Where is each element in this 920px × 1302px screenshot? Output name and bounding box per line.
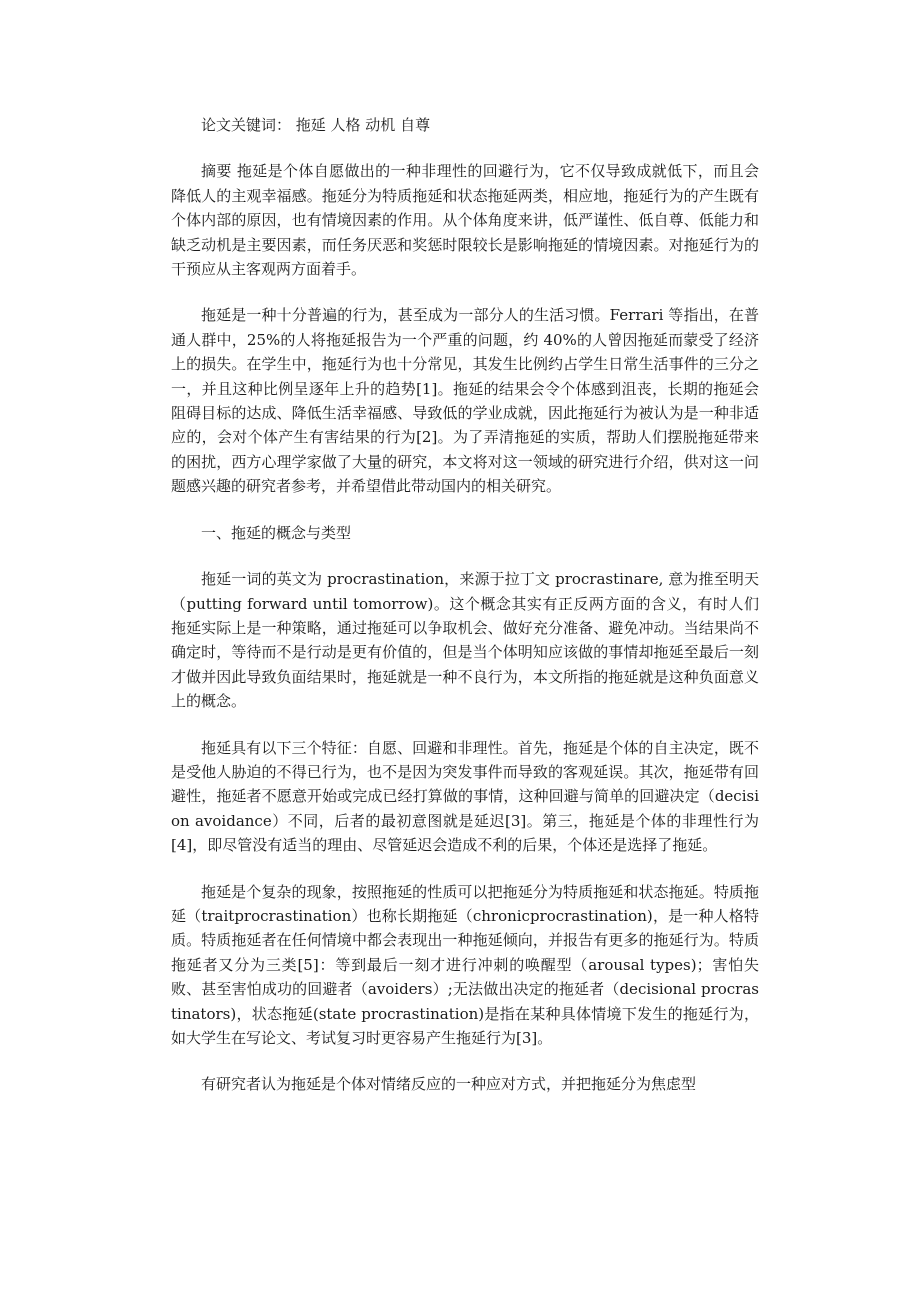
document-page — [171, 113, 759, 1119]
section-heading: 一、拖延的概念与类型 — [201, 523, 352, 542]
abstract-paragraph: 摘要 拖延是个体自愿做出的一种非理性的回避行为，它不仅导致成就低下，而且会降低人的主观幸福感。拖延分为特质拖延和状态拖延两类，相应地，拖延行为的产生既有个体内部的原因，也有情境因素的作用。从个体角度来讲，低严谨性、低自尊、低能力和缺乏动机是主要因素，而任务厌恶和奖惩时限较长是影响拖延的情境因素。对拖延行为的干预应从主客观两方面着手。 — [171, 162, 759, 279]
concept-paragraph: 拖延一词的英文为 procrastination，来源于拉丁文 procrastinare, 意为推至明天（putting forward until tomorrow)。这个概念其实有正反两方面的含义，有时人们拖延实际上是一种策略，通过拖延可以争取机会、做好充分准备、避免冲动。当结果尚不确定时，等待而不是行动是更有价值的，但是当个体明知应该做的事情却拖延至最后一刻才做并因此导致负面结果时，拖延就是一种不良行为，本文所指的拖延就是这种负面意义上的概念。 — [171, 570, 759, 711]
features-paragraph: 拖延具有以下三个特征：自愿、回避和非理性。首先，拖延是个体的自主决定，既不是受他人胁迫的不得已行为，也不是因为突发事件而导致的客观延误。其次，拖延带有回避性，拖延者不愿意开始或完成已经打算做的事情，这种回避与简单的回避决定（decision avoidance）不同，后者的最初意图就是延迟[3]。第三，拖延是个体的非理性行为[4]，即尽管没有适当的理由、尽管延迟会造成不利的后果，个体还是选择了拖延。 — [171, 738, 759, 855]
intro-paragraph: 拖延是一种十分普遍的行为，甚至成为一部分人的生活习惯。Ferrari 等指出，在普通人群中，25%的人将拖延报告为一个严重的问题，约 40%的人曾因拖延而蒙受了经济上的损失。在学生中，拖延行为也十分常见，其发生比例约占学生日常生活事件的三分之一，并且这种比例呈逐年上升的趋势[1]。拖延的结果会令个体感到沮丧，长期的拖延会阻碍目标的达成、降低生活幸福感、导致低的学业成就，因此拖延行为被认为是一种非适应的，会对个体产生有害结果的行为[2]。为了弄清拖延的实质，帮助人们摆脱拖延带来的困扰，西方心理学家做了大量的研究，本文将对这一领域的研究进行介绍，供对这一问题感兴趣的研究者参考，并希望借此带动国内的相关研究。 — [171, 306, 759, 496]
keywords-line: 论文关键词： 拖延 人格 动机 自尊 — [201, 116, 431, 134]
emotion-paragraph: 有研究者认为拖延是个体对情绪反应的一种应对方式，并把拖延分为焦虑型 — [201, 1075, 697, 1094]
types-paragraph: 拖延是个复杂的现象，按照拖延的性质可以把拖延分为特质拖延和状态拖延。特质拖延（traitprocrastination）也称长期拖延（chronicprocrastination)，是一种人格特质。特质拖延者在任何情境中都会表现出一种拖延倾向，并报告有更多的拖延行为。特质拖延者又分为三类[5]：等到最后一刻才进行冲刺的唤醒型（arousal types)；害怕失败、甚至害怕成功的回避者（avoiders）;无法做出决定的拖延者（decisional procrastinators)，状态拖延(state procrastination)是指在某种具体情境下发生的拖延行为，如大学生在写论文、考试复习时更容易产生拖延行为[3]。 — [171, 882, 759, 1047]
